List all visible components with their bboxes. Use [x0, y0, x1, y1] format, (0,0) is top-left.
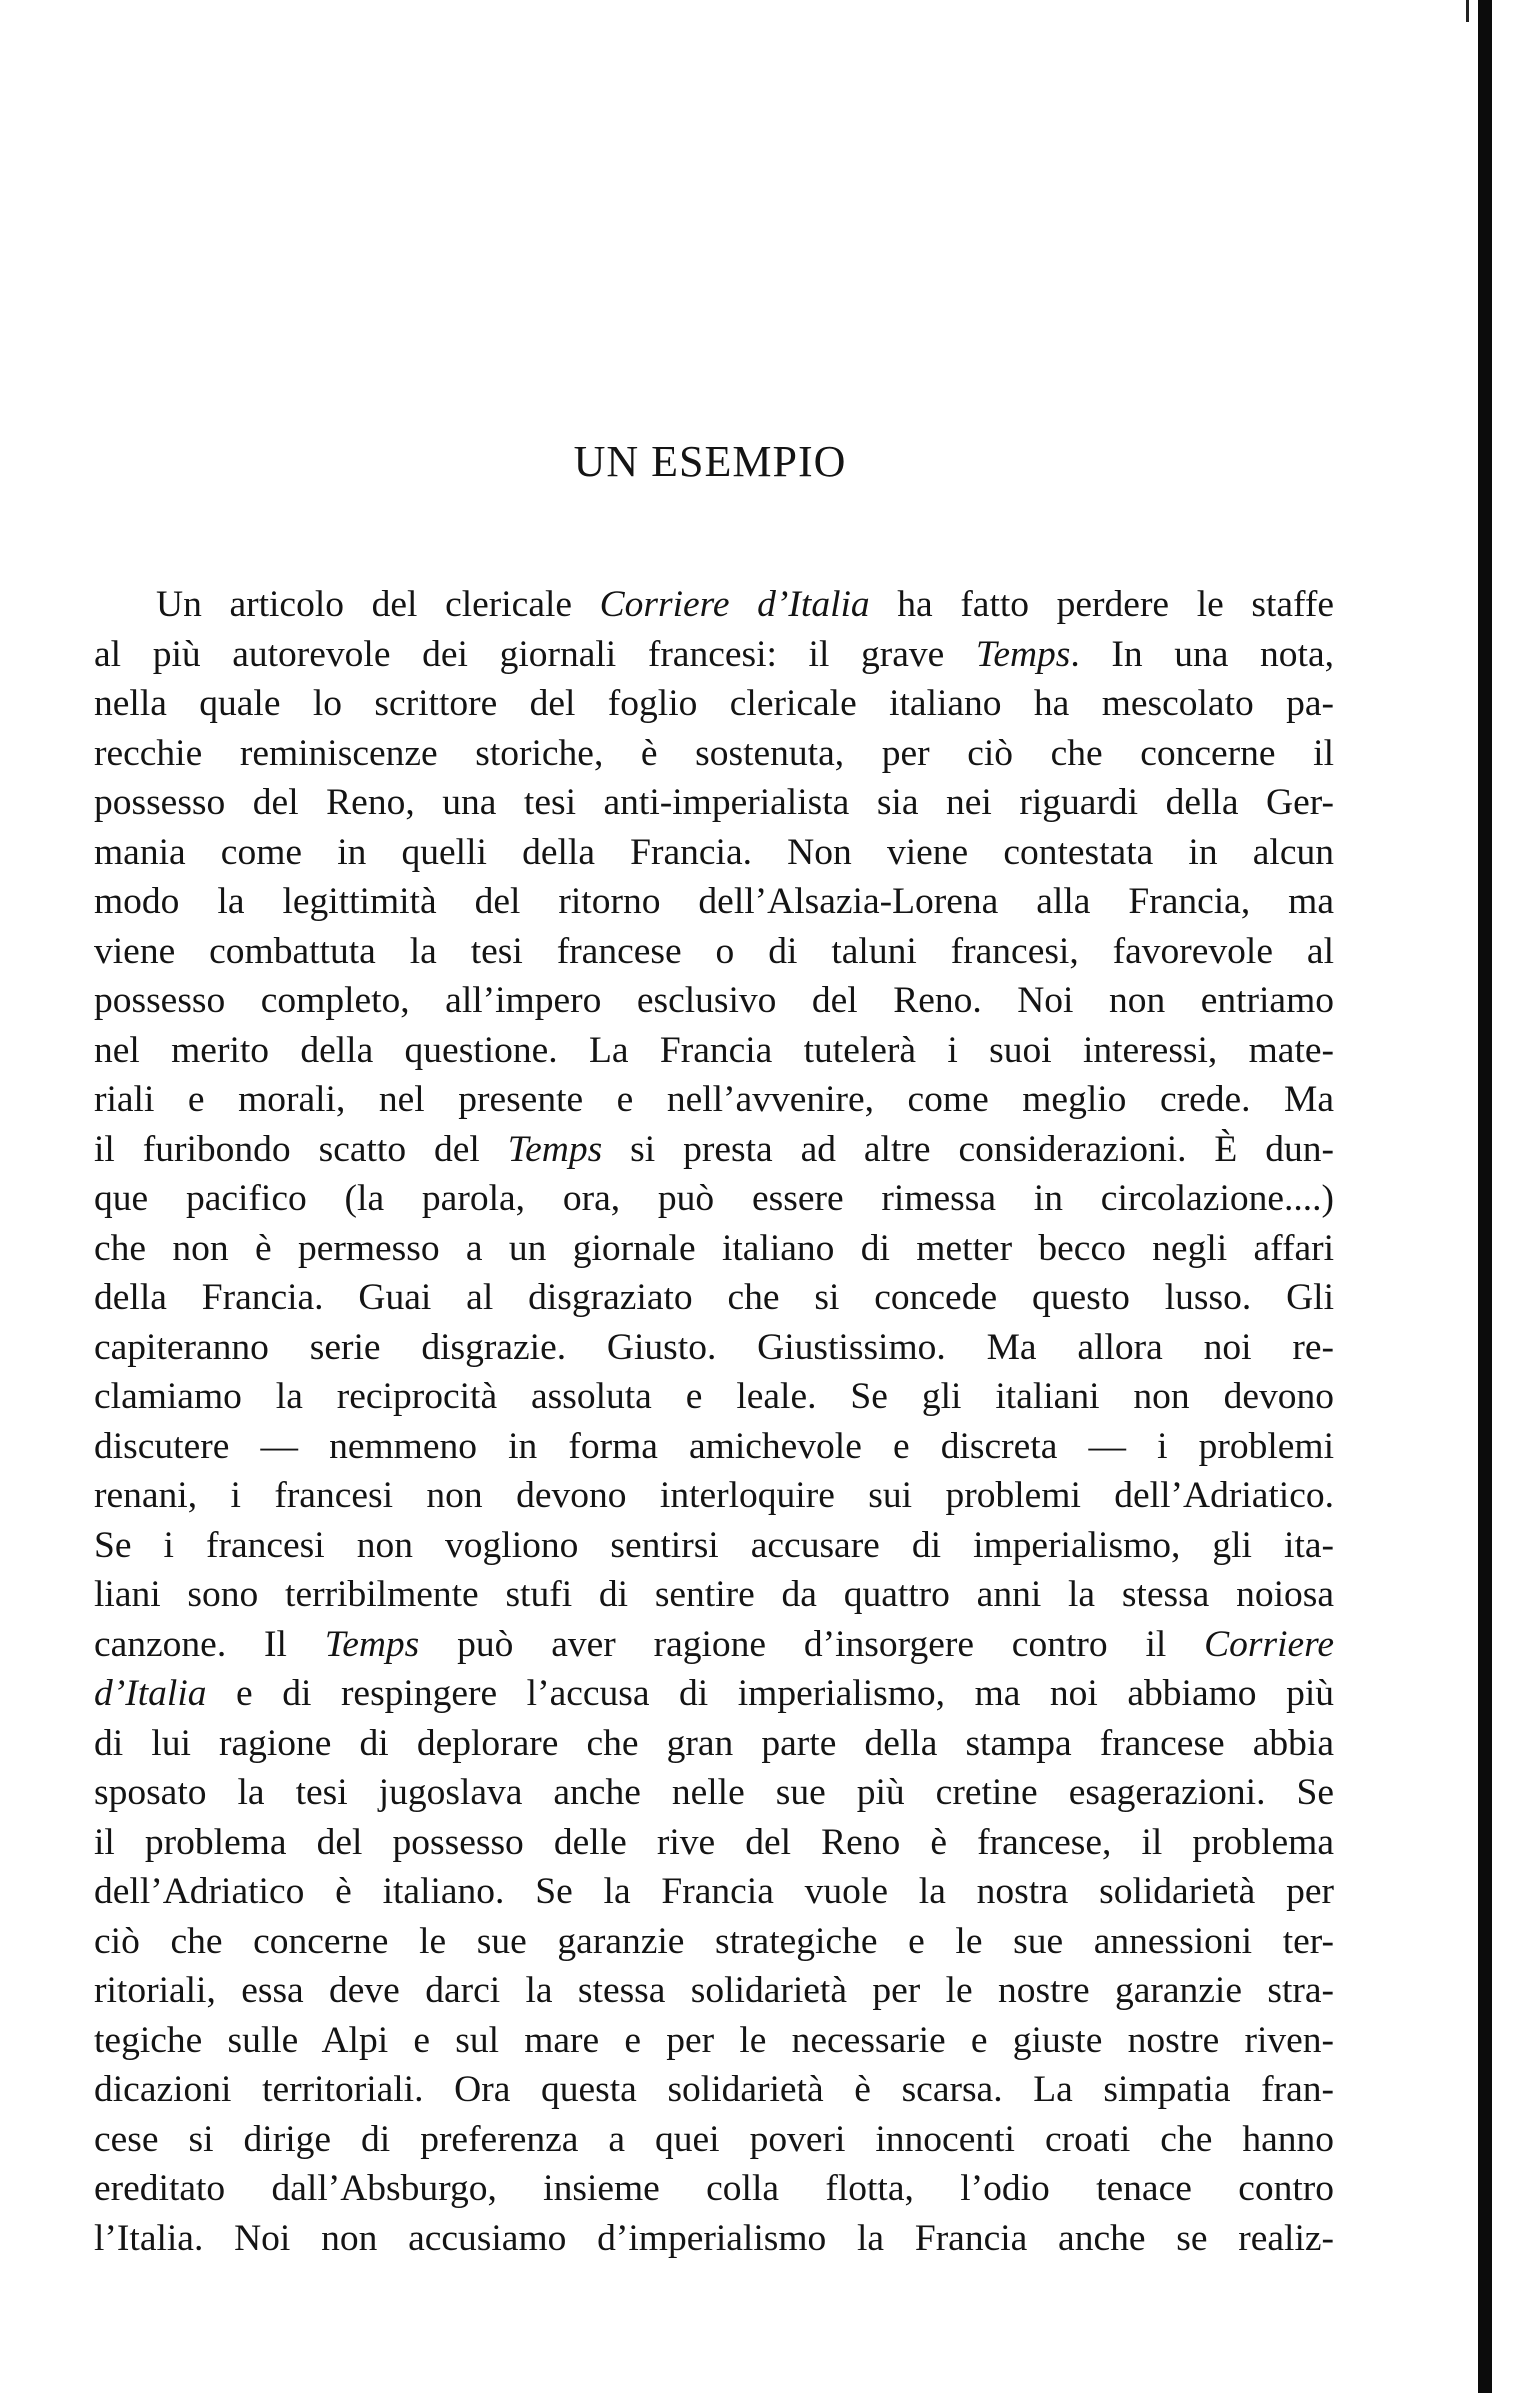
text-line: possesso completo, all’impero esclusivo del Reno. Noi non entriamo — [94, 980, 1334, 1021]
text-line: dicazioni territoriali. Ora questa solidarietà è scarsa. La simpatia fran- — [94, 2069, 1334, 2110]
text-line: liani sono terribilmente stufi di sentire da quattro anni la stessa noiosa — [94, 1574, 1334, 1615]
text-line: l’Italia. Noi non accusiamo d’imperialismo la Francia anche se realiz- — [94, 2217, 1334, 2259]
text-line: possesso del Reno, una tesi anti-imperialista sia nei riguardi della Ger- — [94, 782, 1334, 823]
text-line: Se i francesi non vogliono sentirsi accusare di imperialismo, gli ita- — [94, 1524, 1334, 1566]
text-line: que pacifico (la parola, ora, può essere rimessa in circolazione....) — [94, 1178, 1334, 1219]
text-line: nel merito della questione. La Francia tutelerà i suoi interessi, mate- — [94, 1029, 1334, 1071]
text-line: sposato la tesi jugoslava anche nelle sue più cretine esagerazioni. Se — [94, 1772, 1334, 1813]
text-line: capiteranno serie disgrazie. Giusto. Giustissimo. Ma allora noi re- — [94, 1326, 1334, 1368]
text-line: clamiamo la reciprocità assoluta e leale. Se gli italiani non devono — [94, 1376, 1334, 1417]
text-line: discutere — nemmeno in forma amichevole e discreta — i problemi — [94, 1425, 1334, 1467]
text-line: canzone. Il Temps può aver ragione d’insorgere contro il Corriere — [94, 1623, 1334, 1665]
text-line: il furibondo scatto del Temps si presta ad altre considerazioni. È dun- — [94, 1128, 1334, 1170]
text-line: il problema del possesso delle rive del Reno è francese, il problema — [94, 1821, 1334, 1863]
body-text — [94, 580, 1334, 2263]
text-line: viene combattuta la tesi francese o di taluni francesi, favorevole al — [94, 930, 1334, 972]
text-line: ritoriali, essa deve darci la stessa solidarietà per le nostre garanzie stra- — [94, 1970, 1334, 2011]
text-line: cese si dirige di preferenza a quei poveri innocenti croati che hanno — [94, 2118, 1334, 2160]
text-line: dell’Adriatico è italiano. Se la Francia vuole la nostra solidarietà per — [94, 1871, 1334, 1912]
text-line: modo la legittimità del ritorno dell’Alsazia-Lorena alla Francia, ma — [94, 881, 1334, 922]
page-title: UN ESEMPIO — [573, 437, 847, 486]
text-line: Un articolo del clericale Corriere d’Italia ha fatto perdere le staffe — [156, 584, 1334, 625]
text-line: renani, i francesi non devono interloquire sui problemi dell’Adriatico. — [94, 1475, 1334, 1516]
text-line: di lui ragione di deplorare che gran parte della stampa francese abbia — [94, 1722, 1334, 1764]
text-line: riali e morali, nel presente e nell’avvenire, come meglio crede. Ma — [94, 1079, 1334, 1120]
scan-mark — [1466, 0, 1469, 22]
scan-border — [1478, 0, 1492, 2393]
text-line: nella quale lo scrittore del foglio clericale italiano ha mescolato pa- — [94, 683, 1334, 724]
text-line: recchie reminiscenze storiche, è sostenuta, per ciò che concerne il — [94, 732, 1334, 774]
text-line: ereditato dall’Absburgo, insieme colla flotta, l’odio tenace contro — [94, 2168, 1334, 2209]
text-line: della Francia. Guai al disgraziato che si concede questo lusso. Gli — [94, 1277, 1334, 1318]
text-line: che non è permesso a un giornale italiano di metter becco negli affari — [94, 1227, 1334, 1269]
text-line: mania come in quelli della Francia. Non viene contestata in alcun — [94, 831, 1334, 873]
text-line: al più autorevole dei giornali francesi: il grave Temps. In una nota, — [94, 633, 1334, 675]
text-line: ciò che concerne le sue garanzie strategiche e le sue annessioni ter- — [94, 1920, 1334, 1962]
text-line: d’Italia e di respingere l’accusa di imperialismo, ma noi abbiamo più — [94, 1673, 1334, 1714]
text-line: tegiche sulle Alpi e sul mare e per le necessarie e giuste nostre riven- — [94, 2019, 1334, 2061]
